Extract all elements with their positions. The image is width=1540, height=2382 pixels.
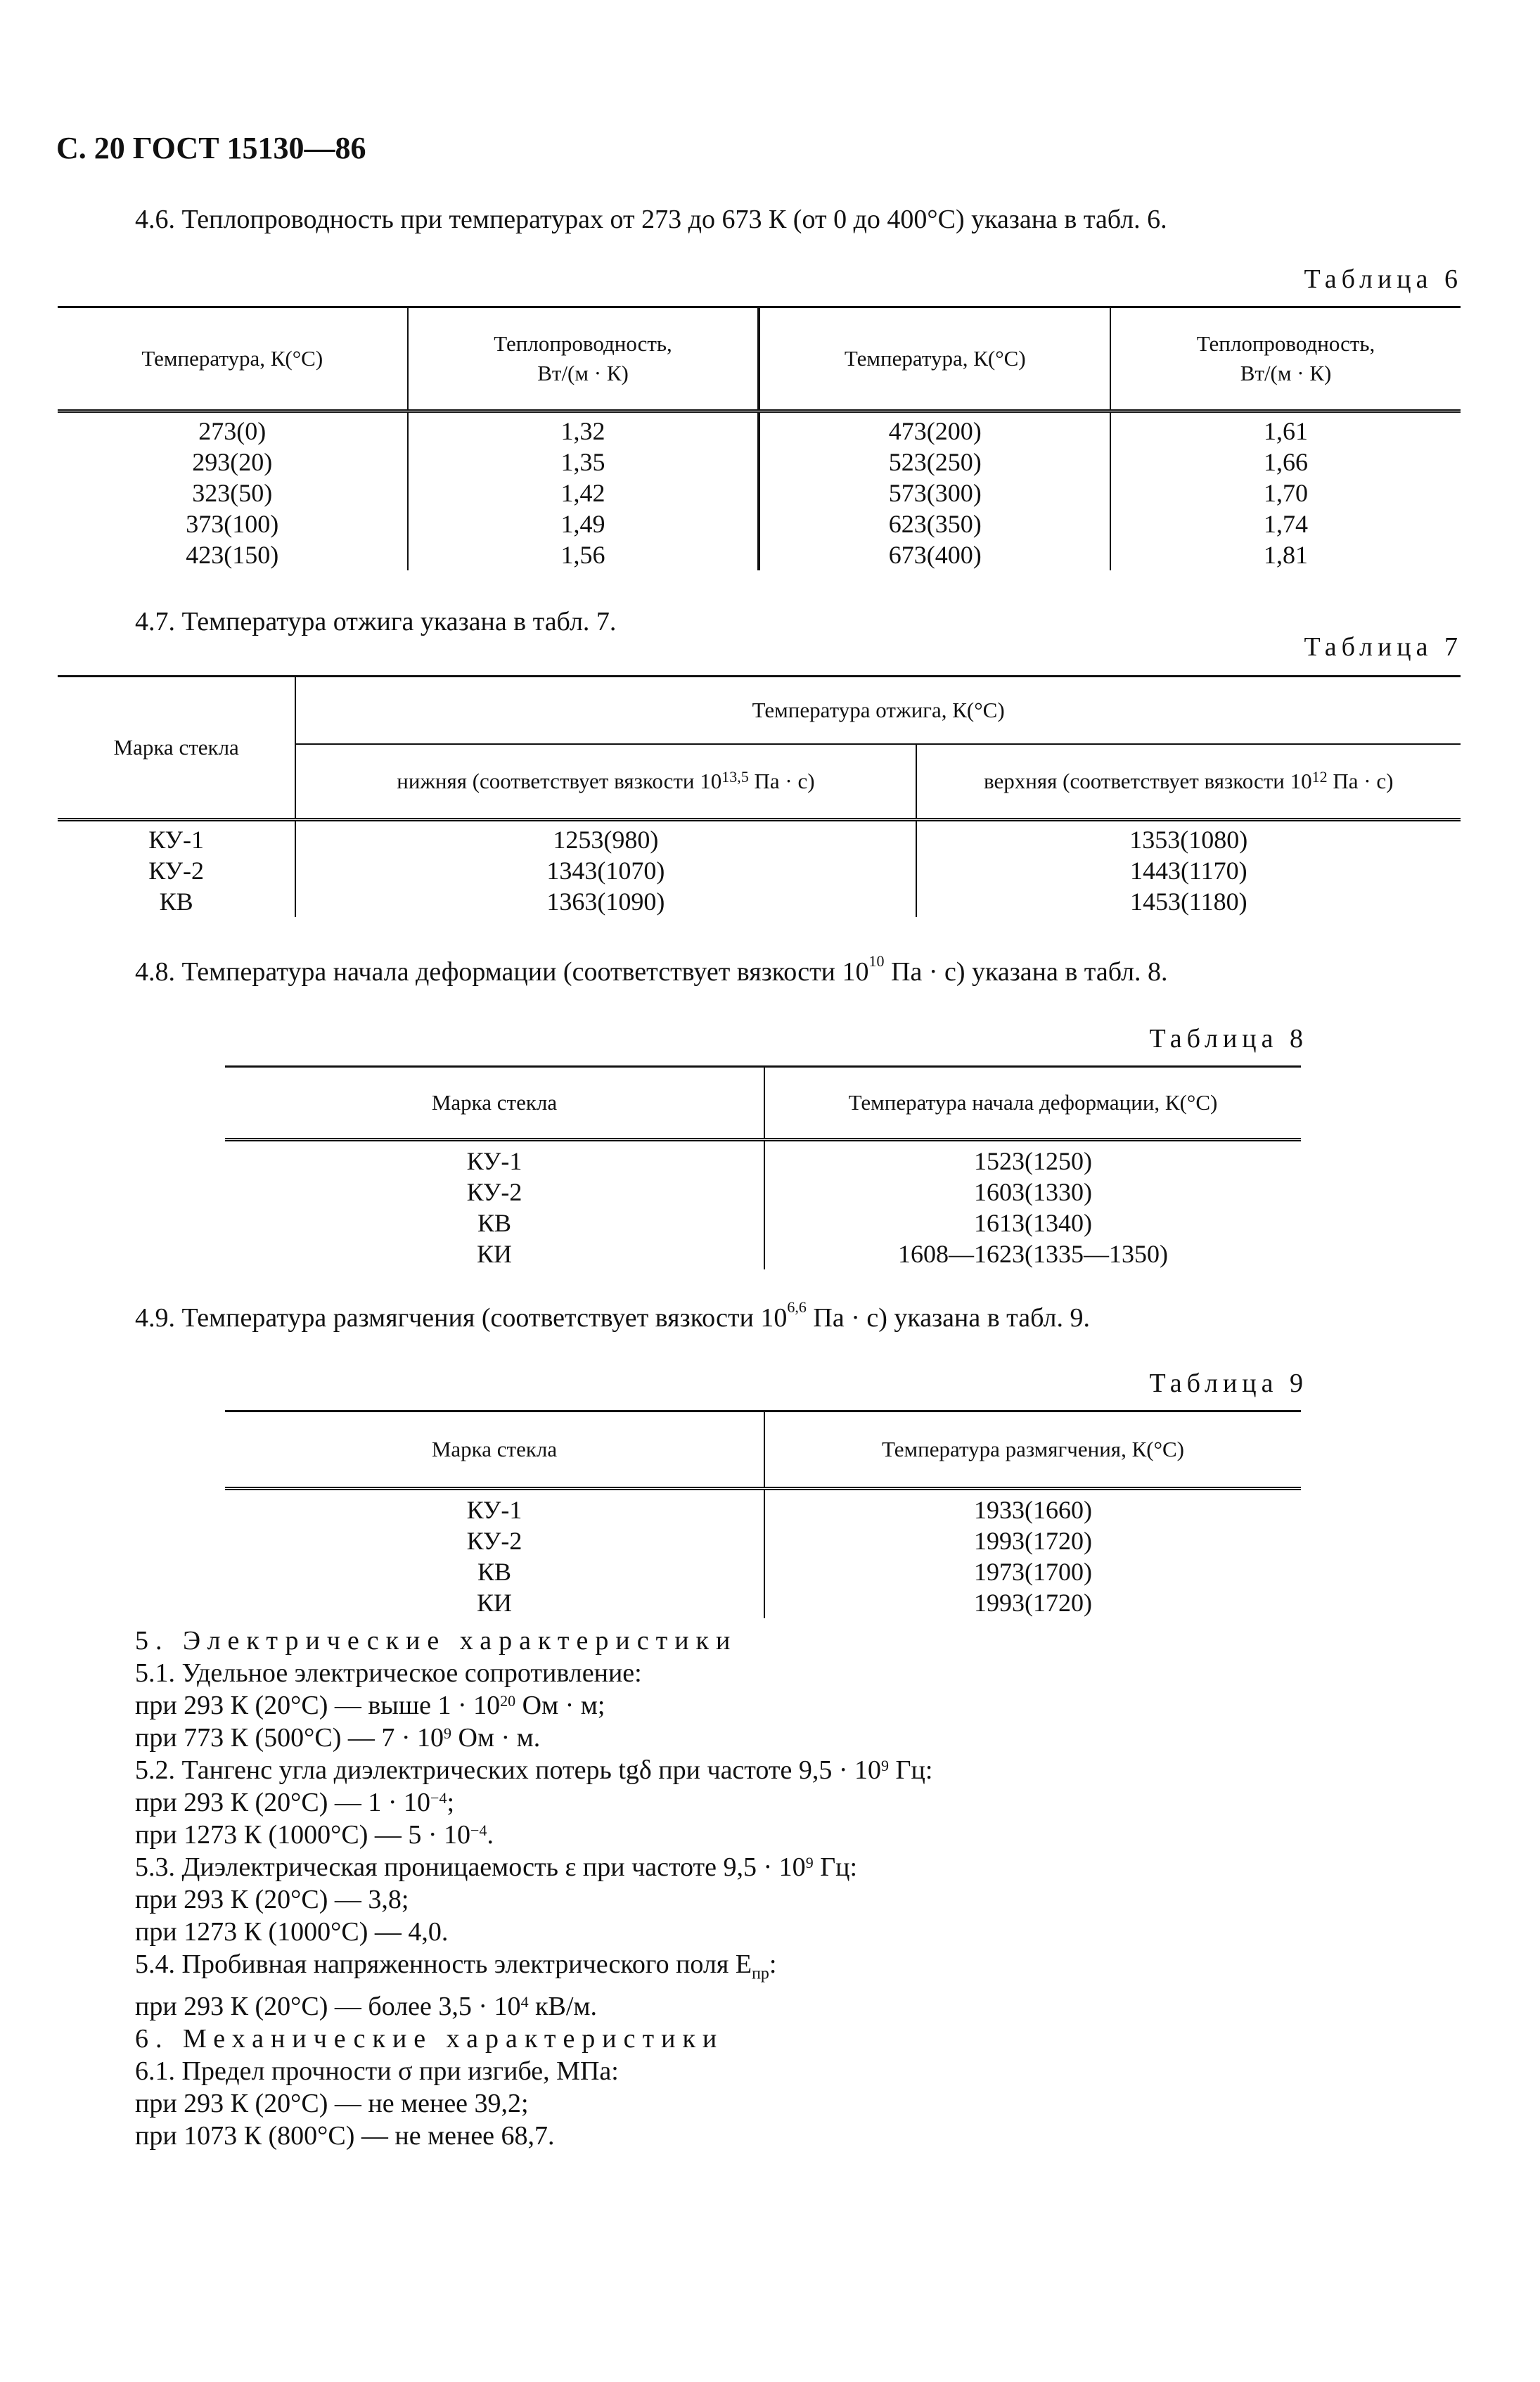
table-9-col-mark: КУ-1 КУ-2 КВ КИ (225, 1489, 764, 1619)
section-5-line-5: при 293 К (20°С) — $1 \cdot 10^{-4}$; (135, 1788, 455, 1817)
table-6-header-cond-2: Теплопроводность, Вт/(м · К) (1196, 331, 1375, 385)
section-6-line-2: при 293 К (20°С) — не менее 39,2; (135, 2088, 529, 2118)
table-7-header-low: нижняя (соответствует вязкости 10$^{13,5}$ Па · с) (295, 744, 916, 820)
table-6-col-cond-1: 1,32 1,35 1,42 1,49 1,56 (408, 411, 759, 571)
table-7-caption: Таблица 7 (1304, 632, 1463, 662)
table-7-header-group: Температура отжига, К(°С) (295, 677, 1461, 744)
paragraph-4-9: 4.9. Температура размягчения (соответствует вязкости 10$^{6,6}$ Па · с) указана в табл. 9. (135, 1298, 1090, 1333)
table-6-col-cond-2: 1,61 1,66 1,70 1,74 1,81 (1264, 417, 1309, 569)
table-8 (225, 1065, 1301, 1269)
section-5-line-1: 5.1. Удельное электрическое сопротивление: (135, 1658, 642, 1688)
table-9-header-mark: Марка стекла (225, 1411, 764, 1489)
table-8-header-mark: Марка стекла (225, 1067, 764, 1140)
section-5-line-2: при 293 К (20°С) — выше $1 \cdot 10^{20}$ Ом · м; (135, 1691, 605, 1720)
section-6-title: 6. Механические характеристики (135, 2023, 724, 2054)
paragraph-4-7: 4.7. Температура отжига указана в табл. 7. (135, 607, 617, 636)
section-5-line-9: при 1273 К (1000°С) — 4,0. (135, 1917, 449, 1947)
table-7-header-high: верхняя (соответствует вязкости $10^{12}$ Па · с) (984, 767, 1394, 793)
section-5-line-6: при 1273 К (1000°С) — $5 \cdot 10^{-4}$. (135, 1820, 494, 1850)
section-6-line-3: при 1073 К (800°С) — не менее 68,7. (135, 2120, 555, 2151)
table-7-col-high: 1353(1080) 1443(1170) 1453(1180) (1129, 826, 1248, 916)
table-7-header-mark: Марка стекла (58, 677, 295, 820)
section-5-line-10: 5.4. Пробивная напряженность электрического поля $E_{пр}$: (135, 1949, 777, 1983)
table-7-col-low: 1253(980) 1343(1070) 1363(1090) (295, 820, 916, 918)
table-6-header-temp-2: Температура, К(°С) (759, 307, 1110, 411)
table-8-header-temp: Температура начала деформации, К(°С) (848, 1090, 1218, 1115)
paragraph-4-6: 4.6. Теплопроводность при температурах от 273 до 673 К (от 0 до 400°С) указана в табл. 6. (135, 205, 1167, 234)
table-9-caption: Таблица 9 (1149, 1369, 1308, 1398)
page-header: С. 20 ГОСТ 15130—86 (56, 131, 366, 165)
table-9 (225, 1410, 1301, 1618)
section-5 (135, 1625, 932, 2152)
table-8-col-mark: КУ-1 КУ-2 КВ КИ (225, 1140, 764, 1270)
section-5-line-11: при 293 К (20°С) — более $3,5 \cdot 10^4$ кВ/м. (135, 1991, 597, 2021)
table-8-caption: Таблица 8 (1149, 1024, 1308, 1054)
section-5-line-7: 5.3. Диэлектрическая проницаемость ε при частоте $9,5 \cdot 10^9$ Гц: (135, 1852, 858, 1882)
table-6-header-cond-1: Теплопроводность, Вт/(м · К) (408, 307, 759, 411)
paragraph-4-8: 4.8. Температура начала деформации (соответствует вязкости $10^{10}$ Па · с) указана в табл. 8. (135, 952, 1168, 987)
section-6-line-1: 6.1. Предел прочности σ при изгибе, МПа: (135, 2056, 619, 2086)
table-6-caption: Таблица 6 (1304, 264, 1463, 294)
table-6 (58, 306, 1461, 570)
table-6-header-temp-1: Температура, К(°С) (58, 307, 408, 411)
section-5-line-3: при 773 К (500°С) — $7 \cdot 10^9$ Ом · м. (135, 1723, 541, 1753)
section-5-line-4: 5.2. Тангенс угла диэлектрических потерь tgδ при частоте $9,5 \cdot 10^9$ Гц: (135, 1755, 933, 1785)
table-8-col-temp: 1523(1250) 1603(1330) 1613(1340) 1608—1623(1335—1350) (898, 1147, 1168, 1268)
table-7-col-mark: КУ-1 КУ-2 КВ (58, 820, 295, 918)
table-6-col-temp-1: 273(0) 293(20) 323(50) 373(100) 423(150) (58, 411, 408, 571)
table-6-col-temp-2: 473(200) 523(250) 573(300) 623(350) 673(400) (759, 411, 1110, 571)
table-7 (58, 675, 1461, 917)
section-5-line-8: при 293 К (20°С) — 3,8; (135, 1885, 409, 1914)
table-9-col-temp: 1933(1660) 1993(1720) 1973(1700) 1993(1720) (974, 1496, 1092, 1617)
table-9-header-temp: Температура размягчения, К(°С) (882, 1437, 1184, 1461)
section-5-title: 5. Электрические характеристики (135, 1626, 738, 1656)
